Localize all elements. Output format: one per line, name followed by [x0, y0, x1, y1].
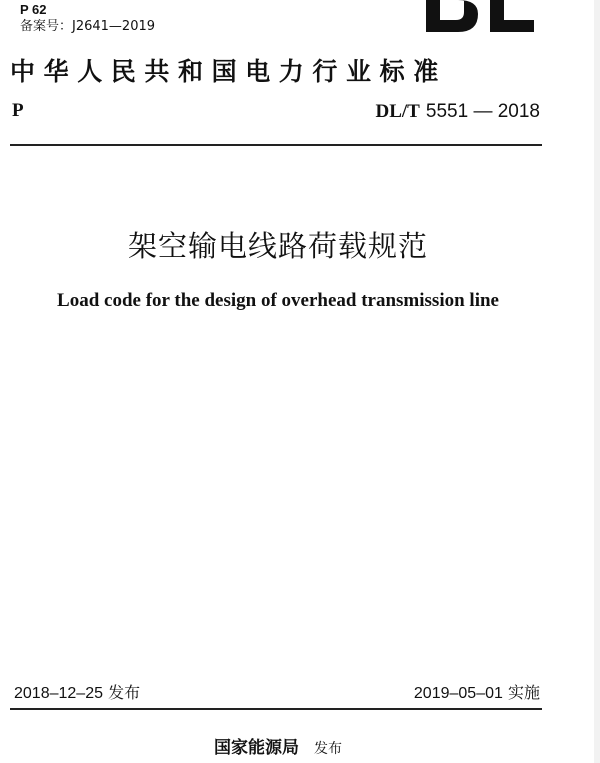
publisher-organization: 国家能源局	[213, 738, 299, 758]
standard-prefix: DL/T	[375, 101, 420, 122]
standard-number-value: 5551 — 2018	[425, 101, 540, 122]
industry-standard-title: 中华人民共和国电力行业标准	[10, 57, 447, 86]
effective-date-value: 2019–05–01	[413, 685, 503, 702]
title-chinese: 架空输电线路荷载规范	[127, 229, 428, 263]
issue-date-label: 发布	[108, 683, 141, 702]
dl-logo-shape	[426, 0, 538, 38]
dl-logo-icon	[426, 0, 538, 38]
header-divider	[10, 144, 542, 146]
publisher	[0, 737, 556, 760]
record-number: 备案号：J2641—2019	[20, 19, 156, 34]
title-english: Load code for the design of overhead transmission line	[57, 290, 499, 311]
issue-date-value: 2018–12–25	[14, 685, 103, 702]
classification-code: P 62	[20, 2, 47, 17]
page-edge-shadow	[594, 0, 600, 763]
category-letter: P	[12, 100, 24, 121]
issue-date	[14, 682, 140, 705]
standard-number	[376, 100, 541, 123]
effective-date	[414, 682, 540, 705]
footer-divider	[10, 708, 542, 710]
effective-date-label: 实施	[507, 683, 540, 702]
publisher-action: 发布	[314, 741, 343, 757]
